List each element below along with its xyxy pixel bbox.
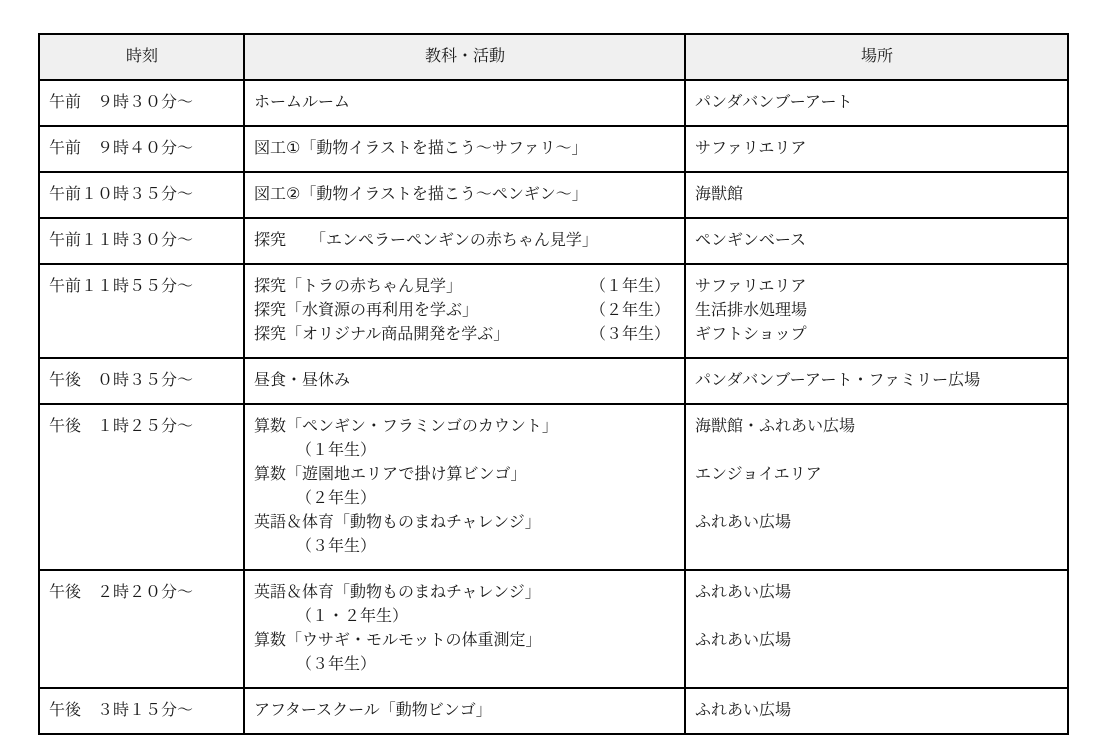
activity-title: 図工②「動物イラストを描こう～ペンギン～」 [254, 186, 588, 203]
schedule-row [39, 404, 1068, 570]
place-label: ふれあい広場 [695, 702, 792, 719]
place-spacer [695, 487, 1059, 511]
time-label: 午後 ３時１５分～ [49, 702, 194, 719]
place-cell [685, 358, 1068, 404]
time-cell [39, 404, 244, 570]
place-spacer [695, 439, 1059, 463]
place-label: サファリエリア [695, 278, 807, 295]
time-cell [39, 358, 244, 404]
schedule-row [39, 264, 1068, 358]
time-label: 午前 ９時３０分～ [49, 94, 194, 111]
table-header-row [39, 34, 1068, 80]
activity-title: 算数「ウサギ・モルモットの体重測定」 [254, 632, 542, 649]
place-label: ふれあい広場 [695, 514, 792, 531]
time-label: 午前１１時５５分～ [49, 278, 194, 295]
place-cell [685, 80, 1068, 126]
schedule-row [39, 80, 1068, 126]
column-header-activity: 教科・活動 [244, 34, 685, 80]
column-header-time: 時刻 [39, 34, 244, 80]
activity-line [254, 323, 676, 347]
grade-label: （３年生） [296, 538, 377, 555]
activity-title: 英語＆体育「動物ものまねチャレンジ」 [254, 584, 541, 601]
header-row [39, 34, 1068, 80]
place-label: ふれあい広場 [695, 584, 792, 601]
time-label: 午前１０時３５分～ [49, 186, 194, 203]
activity-cell [244, 404, 685, 570]
time-cell [39, 264, 244, 358]
place-label: サファリエリア [695, 140, 807, 157]
activity-cell [244, 570, 685, 688]
activity-cell [244, 264, 685, 358]
activity-cell [244, 218, 685, 264]
schedule-table [38, 33, 1069, 735]
time-cell [39, 80, 244, 126]
time-label: 午前１１時３０分～ [49, 232, 194, 249]
activity-cell [244, 80, 685, 126]
grade-label: （２年生） [589, 302, 670, 319]
schedule-table-container [38, 33, 1069, 735]
activity-title: 図工①「動物イラストを描こう～サファリ～」 [254, 140, 588, 157]
time-label: 午前 ９時４０分～ [49, 140, 194, 157]
place-cell [685, 172, 1068, 218]
grade-label: （３年生） [296, 656, 377, 673]
place-label: ペンギンベース [695, 232, 807, 249]
activity-title: 昼食・昼休み [254, 372, 351, 389]
activity-title: 算数「遊園地エリアで掛け算ビンゴ」 [254, 466, 527, 483]
place-label: エンジョイエリア [695, 466, 822, 483]
time-cell [39, 126, 244, 172]
place-label: ギフトショップ [695, 326, 807, 343]
grade-label: （１年生） [296, 442, 377, 459]
place-cell [685, 218, 1068, 264]
grade-label: （３年生） [589, 326, 670, 343]
activity-title: 英語＆体育「動物ものまねチャレンジ」 [254, 514, 541, 531]
time-cell [39, 172, 244, 218]
activity-cell [244, 126, 685, 172]
activity-title: ホームルーム [254, 94, 351, 111]
grade-label: （１・２年生） [296, 608, 409, 625]
activity-title: 探究「オリジナル商品開発を学ぶ」 [254, 326, 510, 343]
activity-title: 探究「トラの赤ちゃん見学」 [254, 278, 463, 295]
place-cell [685, 264, 1068, 358]
activity-cell [244, 688, 685, 734]
time-cell [39, 570, 244, 688]
place-label: 海獣館 [695, 186, 744, 203]
activity-title: 算数「ペンギン・フラミンゴのカウント」 [254, 418, 558, 435]
time-cell [39, 218, 244, 264]
activity-cell [244, 172, 685, 218]
activity-title: アフタースクール「動物ビンゴ」 [254, 702, 492, 719]
activity-title: 探究 「エンペラーペンギンの赤ちゃん見学」 [254, 232, 598, 249]
grade-label: （１年生） [589, 278, 670, 295]
place-cell [685, 570, 1068, 688]
place-label: ふれあい広場 [695, 632, 792, 649]
activity-cell [244, 358, 685, 404]
place-spacer [695, 605, 1059, 629]
activity-line [254, 275, 676, 299]
schedule-row [39, 126, 1068, 172]
schedule-row [39, 172, 1068, 218]
activity-title: 探究「水資源の再利用を学ぶ」 [254, 302, 479, 319]
table-body [39, 80, 1068, 734]
place-cell [685, 404, 1068, 570]
schedule-row [39, 570, 1068, 688]
schedule-row [39, 358, 1068, 404]
time-label: 午後 ２時２０分～ [49, 584, 194, 601]
place-cell [685, 126, 1068, 172]
time-label: 午後 ０時３５分～ [49, 372, 194, 389]
place-cell [685, 688, 1068, 734]
place-label: パンダバンブーアート [695, 94, 853, 111]
time-cell [39, 688, 244, 734]
column-header-place: 場所 [685, 34, 1068, 80]
grade-label: （２年生） [296, 490, 377, 507]
place-label: パンダバンブーアート・ファミリー広場 [695, 372, 981, 389]
place-label: 海獣館・ふれあい広場 [695, 418, 856, 435]
schedule-row [39, 218, 1068, 264]
time-label: 午後 １時２５分～ [49, 418, 194, 435]
place-label: 生活排水処理場 [695, 302, 808, 319]
activity-line [254, 299, 676, 323]
schedule-row [39, 688, 1068, 734]
